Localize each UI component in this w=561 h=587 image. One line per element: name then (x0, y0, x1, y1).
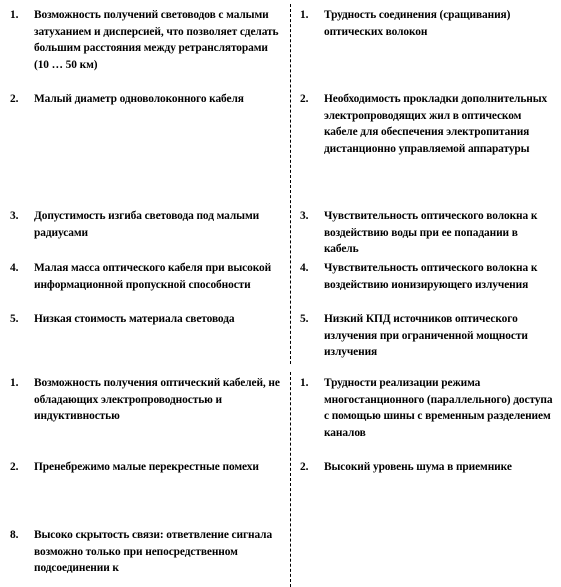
item-text: Трудности реализации режима многостанционного (параллельного) доступа с помощью шины с временным разделением каналов (324, 377, 553, 439)
item-text: Пренебрежимо малые перекрестные помехи (34, 461, 259, 473)
item-number: 4. (10, 262, 19, 274)
item-text: Низкая стоимость материала световода (34, 313, 235, 325)
item-number: 2. (300, 461, 309, 473)
item-text: Чувствительность оптического волокна к воздействию воды при ее попадании в кабель (324, 210, 538, 256)
item-text: Малый диаметр одноволоконного кабеля (34, 93, 244, 105)
item-text: Допустимость изгиба световода под малыми радиусами (34, 210, 260, 239)
item-number: 1. (300, 9, 309, 21)
item-number: 2. (10, 461, 19, 473)
item-text: Высокий уровень шума в приемнике (324, 461, 512, 473)
item-number: 1. (10, 9, 19, 21)
column-divider-top (290, 4, 291, 364)
item-text: Трудность соединения (сращивания) оптических волокон (324, 9, 511, 38)
item-text: Низкий КПД источников оптического излучения при ограниченной мощности излучения (324, 313, 528, 359)
item-number: 1. (10, 377, 19, 389)
item-number: 5. (300, 313, 309, 325)
item-number: 1. (300, 377, 309, 389)
item-number: 3. (10, 210, 19, 222)
item-text: Возможность получения оптический кабелей, не обладающих электропроводностью и индуктивностью (34, 377, 280, 423)
item-number: 2. (10, 93, 19, 105)
item-text: Возможность получений световодов с малыми затуханием и дисперсией, что позволяет сделать большим расстояния между ретрансляторами (10 … 50 км) (34, 9, 279, 71)
column-divider-bottom (290, 372, 291, 587)
item-number: 2. (300, 93, 309, 105)
item-number: 8. (10, 529, 19, 541)
item-number: 5. (10, 313, 19, 325)
item-text: Высоко скрытость связи: ответвление сигнала возможно только при непосредственном подсоединении к (34, 529, 273, 575)
item-text: Чувствительность оптического волокна к воздействию ионизирующего излучения (324, 262, 538, 291)
item-text: Необходимость прокладки дополнительных электропроводящих жил в оптическом кабеле для обеспечения электропитания дистанционно управляемой аппаратуры (324, 93, 548, 155)
item-number: 3. (300, 210, 309, 222)
item-text: Малая масса оптического кабеля при высокой информационной пропускной способности (34, 262, 272, 291)
item-number: 4. (300, 262, 309, 274)
